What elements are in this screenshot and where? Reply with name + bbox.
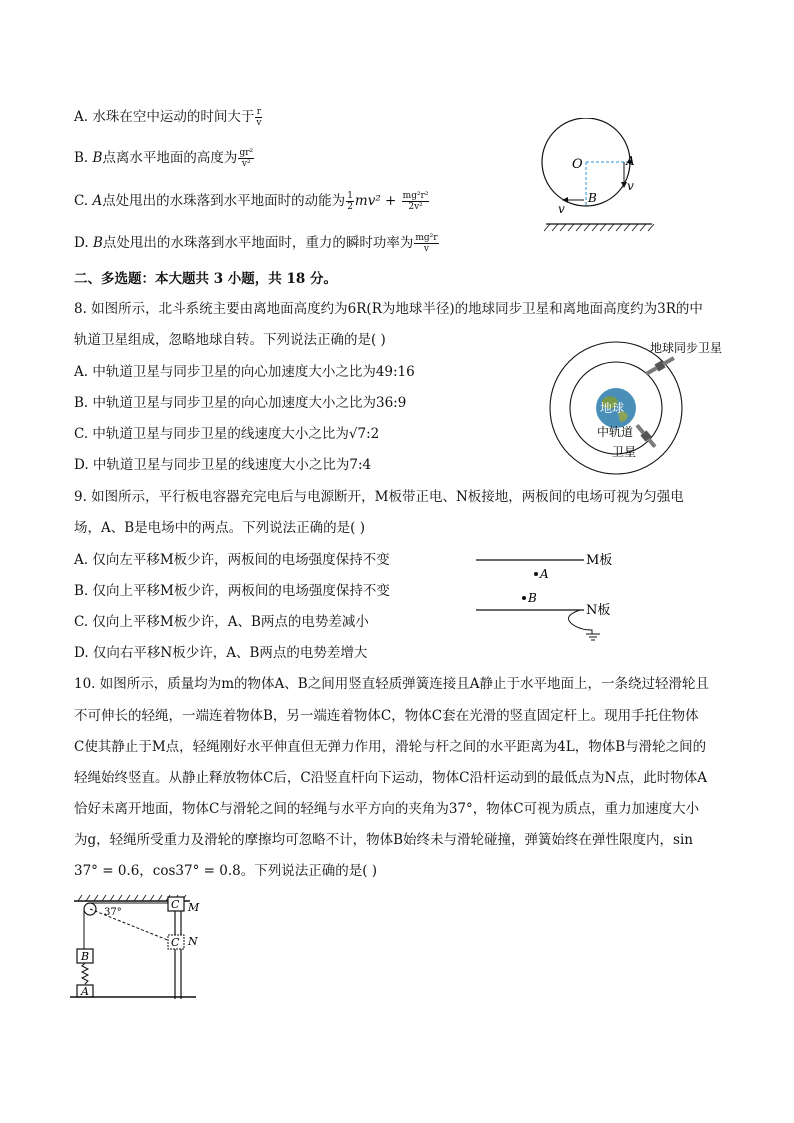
label-m-plate: M板 xyxy=(586,553,613,568)
satellite-icon xyxy=(644,355,676,378)
q9-option-c: C. 仅向上平移M板少许，A、B两点的电势差减小 xyxy=(74,614,369,630)
label-angle: 37° xyxy=(104,907,122,918)
q9-option-a: A. 仅向左平移M板少许，两板间的电场强度保持不变 xyxy=(74,552,390,568)
q8-option-b: B. 中轨道卫星与同步卫星的向心加速度大小之比为36:9 xyxy=(74,395,407,411)
label-sync-satellite: 地球同步卫星 xyxy=(650,341,723,355)
label-point-b: B xyxy=(528,591,537,605)
q10-stem-line5: 恰好未离开地面，物体C与滑轮之间的轻绳与水平方向的夹角为37°，物体C可视为质点，重力加速度大小 xyxy=(74,801,700,817)
q10-stem-line4: 轻绳始终竖直。从静止释放物体C后，C沿竖直杆向下运动，物体C沿杆运动到的最低点为N点，此时物体A xyxy=(74,770,708,786)
q7-option-a: A. 水珠在空中运动的时间大于 $\frac{r}{v}$ xyxy=(74,107,262,128)
label-c-top: C xyxy=(171,898,180,911)
label-block-a: A xyxy=(81,985,89,998)
q7-option-b: B. B点离水平地面的高度为 $\frac{\text{gr²}}{\text{v²}}$ xyxy=(74,148,254,169)
label-mid-orbit: 中轨道 xyxy=(597,425,634,439)
q10-stem-line7: 37° = 0.6，cos37° = 0.8。下列说法正确的是( ) xyxy=(74,863,378,879)
q7-circle-figure xyxy=(528,118,678,238)
label-v1: v xyxy=(627,179,634,193)
q9-stem-line1: 9. 如图所示，平行板电容器充完电后与电源断开，M板带正电、N板接地，两板间的电场可视为匀强电 xyxy=(74,489,684,505)
q10-stem-line6: 为g，轻绳所受重力及滑轮的摩擦均可忽略不计，物体B始终未与滑轮碰撞，弹簧始终在弹性限度内，sin xyxy=(74,832,694,848)
label-o: O xyxy=(572,157,583,172)
label-block-b: B xyxy=(81,950,90,963)
label-earth: 地球 xyxy=(600,401,625,415)
fraction: $\frac{\text{mg²r}}{v}$ xyxy=(415,233,438,254)
label-n: N xyxy=(188,935,198,948)
label-c-bottom: C xyxy=(171,936,180,949)
fraction: $\frac{1}{2}$ xyxy=(347,191,353,212)
q10-stem-line3: C使其静止于M点，轻绳刚好水平伸直但无弹力作用，滑轮与杆之间的水平距离为4L，物体B与滑轮之间的 xyxy=(74,739,707,755)
label-a: A xyxy=(626,154,635,168)
q8-option-c: C. 中轨道卫星与同步卫星的线速度大小之比为√7:2 xyxy=(74,426,380,442)
q9-option-b: B. 仅向上平移M板少许，两板间的电场强度保持不变 xyxy=(74,583,390,599)
satellite-icon xyxy=(634,423,658,450)
label-v2: v xyxy=(558,202,565,216)
fraction: $\frac{\text{mg²r²}}{\text{2v²}}$ xyxy=(402,191,429,212)
fraction: $\frac{r}{v}$ xyxy=(256,107,262,128)
q10-stem-line1: 10. 如图所示，质量均为m的物体A、B之间用竖直轻质弹簧连接且A静止于水平地面上，一条绕过轻滑轮且 xyxy=(74,676,709,692)
label-n-plate: N板 xyxy=(586,603,611,618)
q7-option-c: C. A点处甩出的水珠落到水平地面时的动能为 $\frac{1}{2}$ mv² + $\frac{\text{mg²r²}}{\text{2v²}}$ xyxy=(74,191,429,212)
label-satellite: 卫星 xyxy=(612,445,637,459)
q9-option-d: D. 仅向右平移N板少许，A、B两点的电势差增大 xyxy=(74,645,368,661)
q8-orbit-figure xyxy=(540,336,740,476)
q8-option-d: D. 中轨道卫星与同步卫星的线速度大小之比为7:4 xyxy=(74,457,372,473)
section-header: 二、多选题：本大题共 3 小题，共 18 分。 xyxy=(74,271,337,287)
label-point-a: A xyxy=(540,567,549,581)
q8-option-a: A. 中轨道卫星与同步卫星的向心加速度大小之比为49:16 xyxy=(74,364,415,380)
q8-stem-line2: 轨道卫星组成，忽略地球自转。下列说法正确的是( ) xyxy=(74,332,386,348)
fraction: $\frac{\text{gr²}}{\text{v²}}$ xyxy=(239,148,254,169)
q9-stem-line2: 场，A、B是电场中的两点。下列说法正确的是( ) xyxy=(74,520,365,536)
label-m: M xyxy=(188,901,200,914)
q8-stem-line1: 8. 如图所示，北斗系统主要由离地面高度约为6R(R为地球半径)的地球同步卫星和离地面高度约为3R的中 xyxy=(74,301,703,317)
q7-option-d: D. B点处甩出的水珠落到水平地面时，重力的瞬时功率为 $\frac{\text{mg²r}}{v}$ xyxy=(74,233,438,254)
q10-pulley-figure xyxy=(70,893,220,1003)
q10-stem-line2: 不可伸长的轻绳，一端连着物体B，另一端连着物体C，物体C套在光滑的竖直固定杆上。现用手托住物体 xyxy=(74,708,699,724)
label-b: B xyxy=(588,191,597,205)
q9-capacitor-figure xyxy=(470,546,630,646)
